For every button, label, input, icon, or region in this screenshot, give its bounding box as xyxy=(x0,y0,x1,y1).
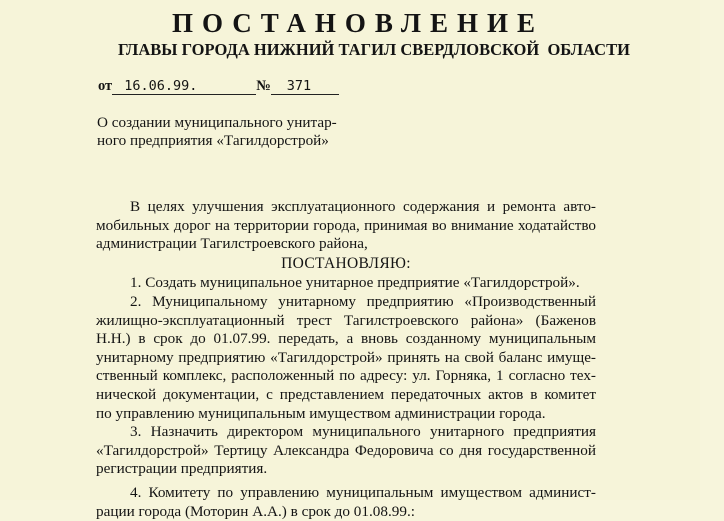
document-body xyxy=(96,198,596,521)
date-label: от xyxy=(98,78,112,94)
item-paragraph-1 xyxy=(96,274,596,293)
text-line: 2. Муниципальному унитарному предприятию «Производственный xyxy=(96,293,596,312)
item-paragraph-3 xyxy=(96,423,596,479)
number-value: 371 xyxy=(271,78,339,95)
subject-heading xyxy=(97,114,337,150)
text-line: регистрации предприятия. xyxy=(96,460,596,479)
text-line: мобильных дорог на территории города, принимая во внимание ходатайство xyxy=(96,217,596,236)
text-line: «Тагилдорстрой» Тертицу Александра Федоровича со дня государственной xyxy=(96,442,596,461)
text-line: по управлению муниципальным имуществом администрации города. xyxy=(96,405,596,424)
text-line: рации города (Моторин А.А.) в срок до 01.08.99.: xyxy=(96,503,596,521)
date-number-line xyxy=(98,78,339,95)
document-title: ПОСТАНОВЛЕНИЕ xyxy=(8,8,708,39)
text-line: администрации Тагилстроевского района, xyxy=(96,235,596,254)
resolve-heading: ПОСТАНОВЛЯЮ: xyxy=(96,255,596,274)
text-line: 3. Назначить директором муниципального унитарного предприятия xyxy=(96,423,596,442)
subject-line: О создании муниципального унитар- xyxy=(97,114,337,132)
text-line: ственный комплекс, расположенный по адресу: ул. Горняка, 1 согласно тех- xyxy=(96,367,596,386)
item-paragraph-4 xyxy=(96,484,596,521)
subject-line: ного предприятия «Тагилдорстрой» xyxy=(97,132,337,150)
text-line: жилищно-эксплуатационный трест Тагилстроевского района» (Баженов xyxy=(96,312,596,331)
text-line: 4. Комитету по управлению муниципальным имуществом админист- xyxy=(96,484,596,503)
text-line: унитарному предприятию «Тагилдорстрой» принять на свой баланс имуще- xyxy=(96,349,596,368)
text-line: нической документации, с представлением передаточных актов в комитет xyxy=(96,386,596,405)
text-line: В целях улучшения эксплуатационного содержания и ремонта авто- xyxy=(96,198,596,217)
text-line: Н.Н.) в срок до 01.07.99. передать, а вновь созданному муниципальным xyxy=(96,330,596,349)
number-label: № xyxy=(256,78,271,94)
text-line: 1. Создать муниципальное унитарное предприятие «Тагилдорстрой». xyxy=(96,274,596,293)
date-value: 16.06.99. xyxy=(112,78,256,95)
preamble-paragraph xyxy=(96,198,596,254)
item-paragraph-2 xyxy=(96,293,596,423)
document-issuer: ГЛАВЫ ГОРОДА НИЖНИЙ ТАГИЛ СВЕРДЛОВСКОЙ ОБЛАСТИ xyxy=(24,40,724,60)
